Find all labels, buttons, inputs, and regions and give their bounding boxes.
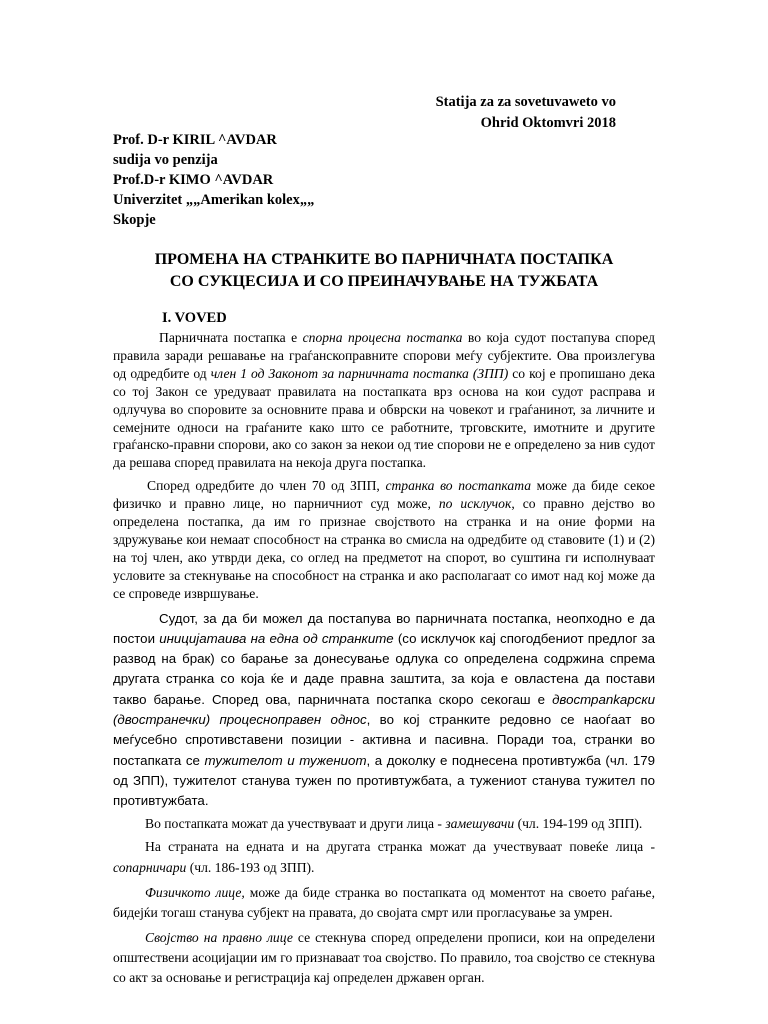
author-block (113, 130, 314, 230)
paragraph-3 (113, 609, 655, 812)
p1-italic-d: член 1 од Законот за парничната постапка (ЗПП) (210, 365, 509, 381)
p3-italic-b: иницијатаива на една од странките (159, 630, 394, 646)
p7-text-b: се стекнува според определени прописи, кои на определени општествени асоцијации им го признаваат тоа својство. По правило, тоа својство се стекнува со акт за основање и регистрација кај определен државен орган. (113, 930, 655, 986)
p2-italic-d: по исклучок (438, 496, 512, 512)
p1-italic-b: спорна процесна постапка (302, 330, 463, 345)
author-1-role: sudija vo penzija (113, 152, 218, 168)
p2-text-c: може да биде секое физичко и правно лице, но парничниот суд може, (113, 478, 656, 512)
author-2-name: Prof.D-r KIMO ^AVDAR (113, 172, 274, 188)
author-2-city: Skopje (113, 212, 156, 228)
p4-text-a: Во постапката можат да учествуваат и други лица - (145, 815, 446, 831)
paragraph-2 (113, 477, 655, 602)
p3-italic-f: тужителот и тужениот (204, 752, 367, 768)
paragraph-6 (113, 883, 655, 923)
p5-text-a: На страната на едната и на другата странка можат да учествуваат повеќе лица - (145, 839, 655, 855)
p2-italic-b: странка во постапката (385, 478, 532, 494)
p3-text-c: (со исклучок кај спогодбениот предлог за развод на брак) со барање за донесување одлука со определена содржина спрема другата странка со која ќе и даде правна заштита, за која е овластена да постави такво барање. Според ова, парничната постапка скоро секогаш е (113, 630, 655, 707)
paragraph-4 (113, 815, 655, 834)
p2-text-e: , со правно дејство во определена постапка, да им го признае својството на странка и на оние форми на здружување кои немаат способност на странка во смисла на одредбите од ставовите (1) и (2) на тој член, ако утврди дека, со оглед на предметот на спорот, во суштина ги исполнуваат условите за стекнување на способност на странка и ако располагаат со имот над кој може да се спроведе извршување. (113, 496, 655, 601)
conference-note (436, 92, 616, 134)
p1-text-c: во која судот постапува според правила заради решавање на граѓанскоправните спорови меѓу субјектите. Ова произлегува од одредбите од (113, 330, 655, 381)
p6-text-b: може да биде странка во постапката од моментот на своето раѓање, бидејќи тогаш станува субјект на правата, до својата смрт или прогласување за умрен. (113, 885, 655, 921)
paragraph-5 (113, 836, 655, 878)
p7-italic-a: Својство на правно лице (145, 930, 293, 946)
section-heading: I. VOVED (162, 310, 227, 326)
p4-italic-b: замешувачи (445, 815, 515, 831)
author-1-name: Prof. D-r KIRIL ^AVDAR (113, 132, 277, 148)
p6-italic-a: Физичкото лице, (145, 885, 245, 901)
paragraph-7 (113, 928, 655, 988)
p3-text-e: , во кој странките редовно се наоѓаат во меѓусебно спротивставени позиции - активна и пасивна. Поради тоа, странки во постапката се (113, 712, 655, 768)
p3-italic-d: двострankарски (двостранечки) процесноправен однос (113, 691, 655, 728)
p5-italic-b: сопарничари (113, 860, 187, 876)
p3-text-g: , а доколку е поднесена противтужба (чл. 179 од ЗПП), тужителот станува тужен по противтужбата, а тужениот станува тужител по противтужбата. (113, 752, 656, 809)
p5-text-c: (чл. 186-193 од ЗПП). (186, 860, 315, 876)
conference-line-2: Ohrid Oktomvri 2018 (480, 115, 616, 131)
author-2-affiliation: Univerzitet „„Amerikan kolex„„ (113, 192, 315, 208)
p4-text-c: (чл. 194-199 од ЗПП). (514, 815, 643, 831)
body-text (113, 329, 655, 988)
p1-text-e: со кој е пропишано дека со тој Закон се уредуваат правилата на постапката врз основа на кои судот расправа и одлучува во споровите за основните права и обврски на човекот и граѓанинот, за личните и семејните односи на граѓаните како што се работните, трговските, имотните и другите граѓанско-правни спорови, ако со закон за некои од тие спорови не е определено за нив судот да решава според правилата на некоја друга постапка. (113, 365, 655, 471)
paragraph-1 (113, 329, 655, 472)
p2-text-a: Според одредбите до член 70 од ЗПП, (147, 478, 386, 494)
p1-text-a: Парничната постапка е (159, 330, 303, 345)
title-line-2: СО СУКЦЕСИЈА И СО ПРЕИНАЧУВАЊЕ НА ТУЖБАТА (169, 273, 599, 290)
conference-line-1: Statija za za sovetuvaweto vo (435, 94, 616, 110)
p3-text-a: Судот, за да би можел да постапува во парничната постапка, неопходно е да постои (113, 610, 655, 646)
title-line-1: ПРОМЕНА НА СТРАНКИТЕ ВО ПАРНИЧНАТА ПОСТАПКА (154, 251, 614, 268)
article-title (100, 249, 668, 293)
